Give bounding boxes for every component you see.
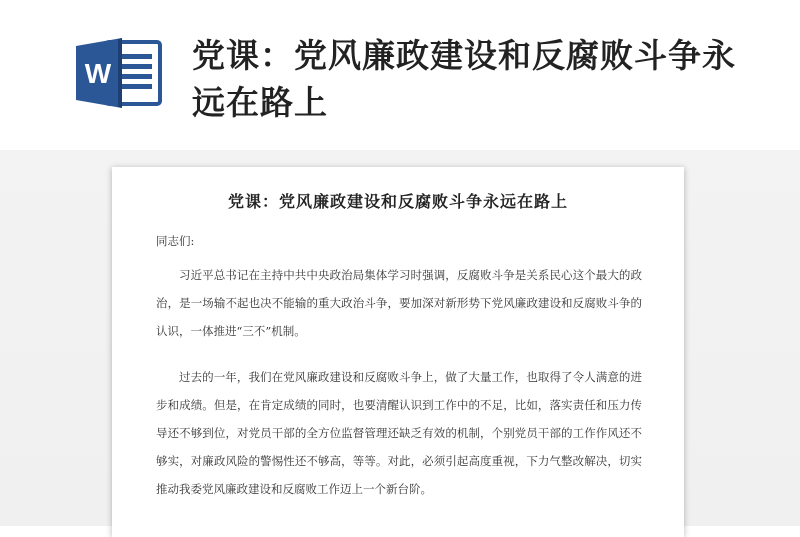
page-title: 党课：党风廉政建设和反腐败斗争永远在路上 [192, 36, 736, 122]
document-page [112, 167, 684, 537]
document-title: 党课：党风廉政建设和反腐败斗争永远在路上 [227, 192, 568, 211]
salutation: 同志们: [156, 234, 195, 248]
word-document-icon [74, 36, 164, 110]
paragraph-1: 习近平总书记在主持中共中央政治局集体学习时强调，反腐败斗争是关系民心这个最大的政治，是一场输不起也决不能输的重大政治斗争，要加深对新形势下党风廉政建设和反腐败斗争的认识，一体推进“三不”机制。 [156, 268, 642, 338]
paragraph-2: 过去的一年，我们在党风廉政建设和反腐败斗争上，做了大量工作，也取得了令人满意的进步和成绩。但是，在肯定成绩的同时，也要清醒认识到工作中的不足，比如，落实责任和压力传导还不够到位，对党员干部的全方位监督管理还缺乏有效的机制，个别党员干部的工作作风还不够实，对廉政风险的警惕性还不够高，等等。对此，必须引起高度重视，下力气整改解决，切实推动我委党风廉政建设和反腐败工作迈上一个新台阶。 [156, 370, 642, 496]
header [0, 0, 800, 150]
word-icon-letter: W [84, 58, 112, 89]
